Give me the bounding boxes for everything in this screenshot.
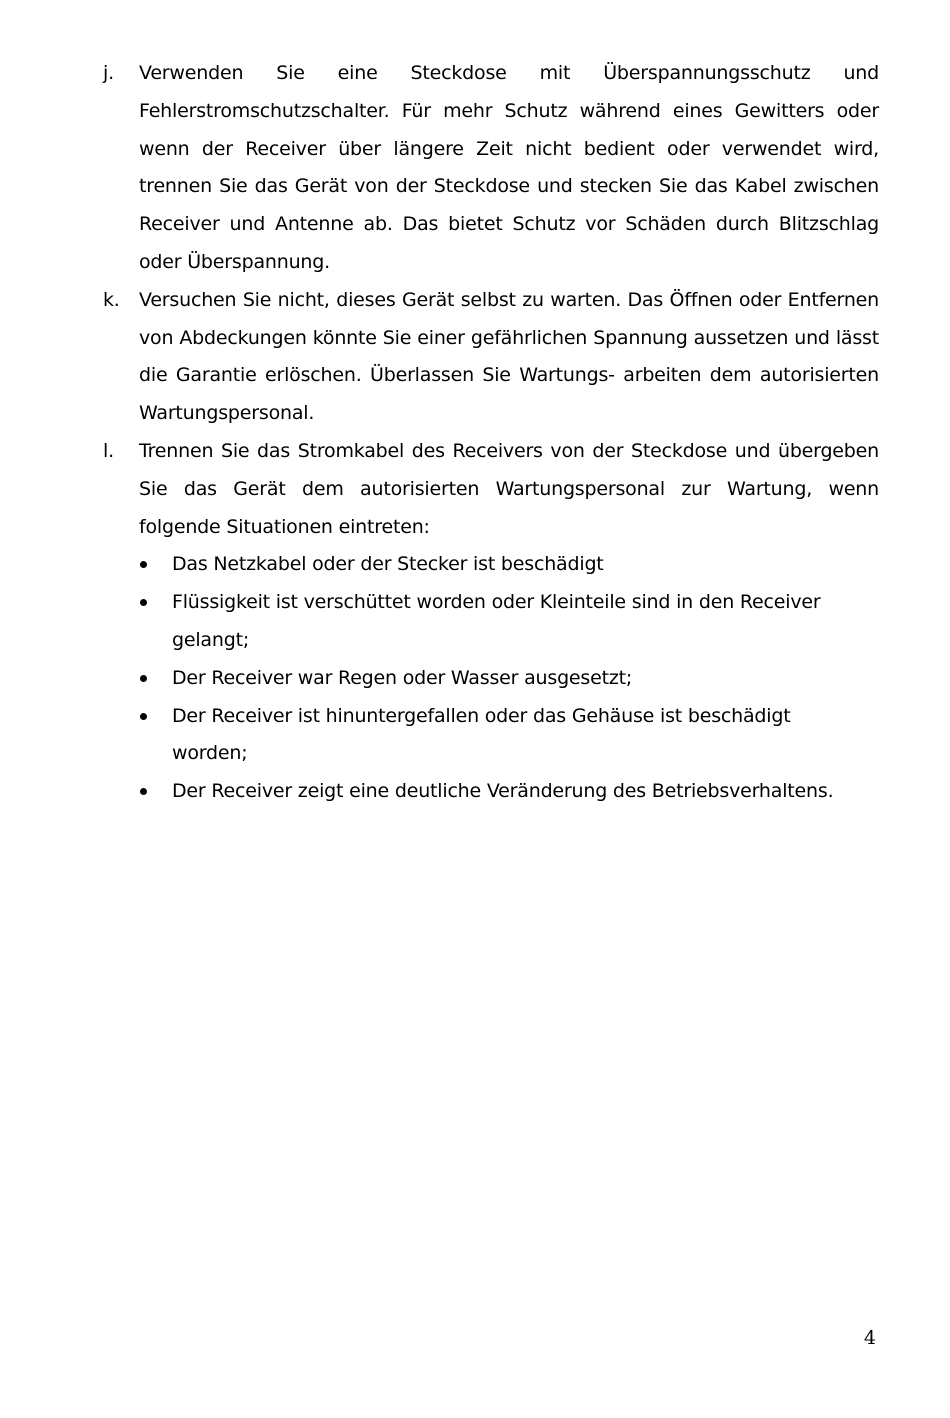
bullet-item — [136, 660, 879, 698]
bullet-dot-icon — [136, 660, 172, 698]
bullet-dot-icon — [136, 584, 172, 622]
bullet-item-text: Der Receiver ist hinuntergefallen oder das Gehäuse ist beschädigt worden; — [172, 704, 791, 765]
bullet-dot-icon — [136, 698, 172, 736]
bullet-item — [136, 584, 879, 660]
bullet-dot-icon — [136, 773, 172, 811]
bullet-item — [136, 546, 879, 584]
list-marker-k: k. — [103, 288, 120, 311]
list-marker-l: l. — [103, 439, 114, 462]
list-item-k — [103, 282, 879, 433]
situations-bullet-list — [103, 546, 879, 811]
list-item-k-text: Versuchen Sie nicht, dieses Gerät selbst zu warten. Das Öffnen oder Entfernen von Abdeckungen könnte Sie einer gefährlichen Spannung aussetzen und lässt die Garantie erlöschen. Überlassen Sie Wartungs- arbeiten dem autorisierten Wartungspersonal. — [139, 288, 879, 425]
list-item-l — [103, 433, 879, 546]
list-item-j — [103, 55, 879, 282]
bullet-item-text: Der Receiver war Regen oder Wasser ausgesetzt; — [172, 666, 633, 689]
bullet-item — [136, 773, 879, 811]
bullet-dot-icon — [136, 546, 172, 584]
bullet-item-text: Das Netzkabel oder der Stecker ist beschädigt — [172, 553, 604, 576]
list-item-j-text: Verwenden Sie eine Steckdose mit Überspannungsschutz und Fehlerstromschutzschalter. Für mehr Schutz während eines Gewitters oder wenn der Receiver über längere Zeit nicht bedient oder verwendet wird, trennen Sie das Gerät von der Steckdose und stecken Sie das Kabel zwischen Receiver und Antenne ab. Das bietet Schutz vor Schäden durch Blitzschlag oder Überspannung. — [139, 62, 879, 273]
bullet-item-text: Flüssigkeit ist verschüttet worden oder Kleinteile sind in den Receiver gelangt; — [172, 591, 821, 651]
list-marker-j: j. — [103, 62, 114, 84]
page-number: 4 — [863, 1327, 876, 1349]
bullet-item-text: Der Receiver zeigt eine deutliche Veränderung des Betriebsverhaltens. — [172, 780, 834, 803]
bullet-item — [136, 698, 879, 774]
safety-instructions-list — [103, 55, 879, 811]
list-item-l-text: Trennen Sie das Stromkabel des Receivers von der Steckdose und übergeben Sie das Gerät dem autorisierten Wartungspersonal zur Wartung, wenn folgende Situationen eintreten: — [139, 439, 879, 538]
